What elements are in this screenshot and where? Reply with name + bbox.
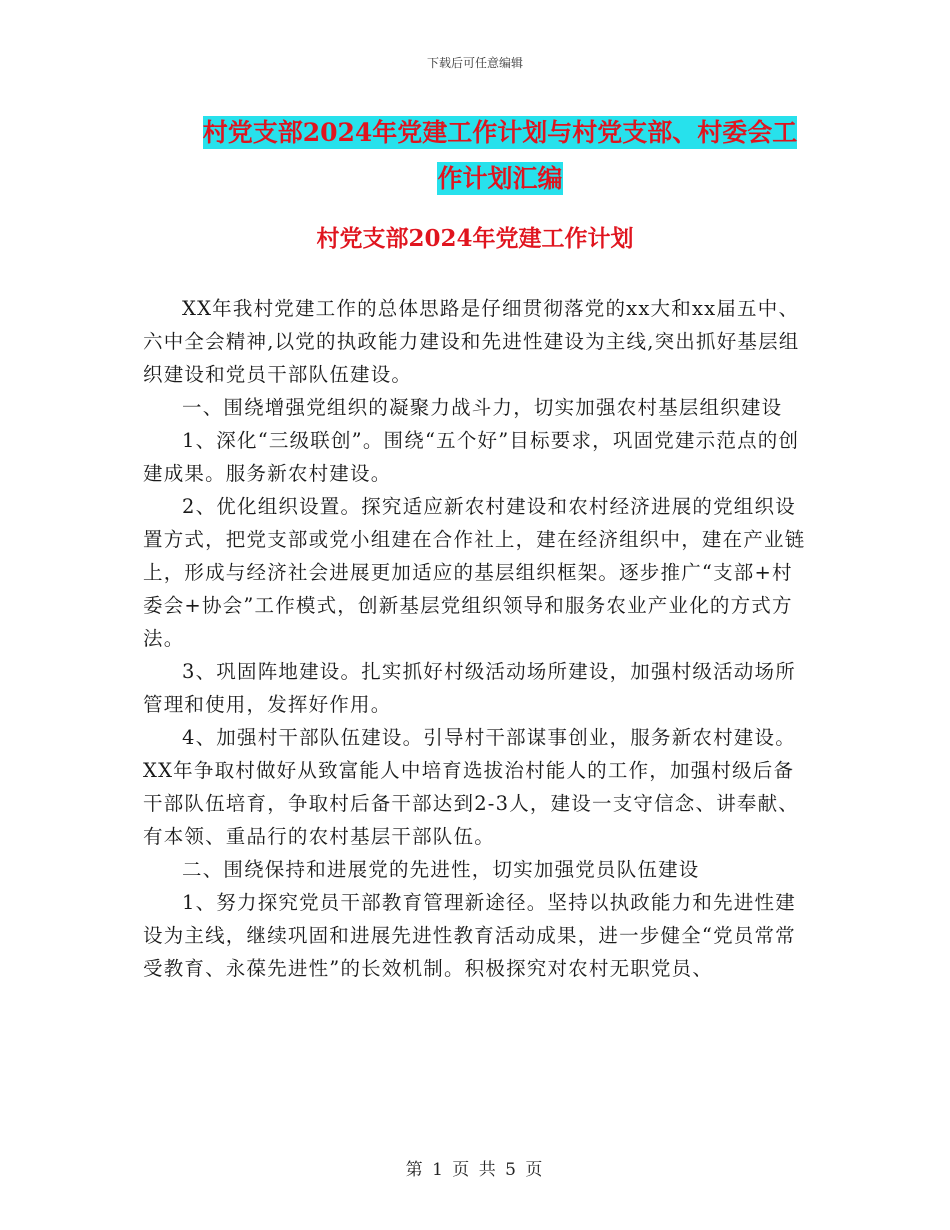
document-title-line-1: 村党支部2024年党建工作计划与村党支部、村委会工 <box>202 118 798 147</box>
document-body <box>143 292 808 985</box>
paragraph: 4、加强村干部队伍建设。引导村干部谋事创业，服务新农村建设。XX年争取村做好从致富能人中培育选拔治村能人的工作，加强村级后备干部队伍培育，争取村后备干部达到2-3人，建设一支守信念、讲奉献、有本领、重品行的农村基层干部队伍。 <box>143 726 800 848</box>
section-heading-2: 二、围绕保持和进展党的先进性，切实加强党员队伍建设 <box>182 858 700 881</box>
paragraph: 1、深化“三级联创”。围绕“五个好”目标要求，巩固党建示范点的创建成果。服务新农村建设。 <box>143 429 800 485</box>
paragraph: 1、努力探究党员干部教育管理新途径。坚持以执政能力和先进性建设为主线，继续巩固和进展先进性教育活动成果，进一步健全“党员常常受教育、永葆先进性”的长效机制。积极探究对农村无职党员、 <box>143 891 796 980</box>
document-title-line-2: 作计划汇编 <box>437 164 563 193</box>
section-title: 村党支部2024年党建工作计划 <box>316 225 634 252</box>
paragraph: 2、优化组织设置。探究适应新农村建设和农村经济进展的党组织设置方式，把党支部或党小组建在合作社上，建在经济组织中，建在产业链上，形成与经济社会进展更加适应的基层组织框架。逐步推广“支部+村委会+协会”工作模式，创新基层党组织领导和服务农业产业化的方式方法。 <box>143 495 806 650</box>
paragraph: XX年我村党建工作的总体思路是仔细贯彻落党的xx大和xx届五中、六中全会精神,以党的执政能力建设和先进性建设为主线,突出抓好基层组织建设和党员干部队伍建设。 <box>143 297 800 386</box>
page-number: 第 1 页 共 5 页 <box>405 1160 545 1180</box>
document-title <box>150 110 850 202</box>
section-heading-1: 一、围绕增强党组织的凝聚力战斗力，切实加强农村基层组织建设 <box>182 396 783 419</box>
paragraph: 3、巩固阵地建设。扎实抓好村级活动场所建设，加强村级活动场所管理和使用，发挥好作用。 <box>143 660 796 716</box>
page-header-note: 下载后可任意编辑 <box>426 56 523 70</box>
